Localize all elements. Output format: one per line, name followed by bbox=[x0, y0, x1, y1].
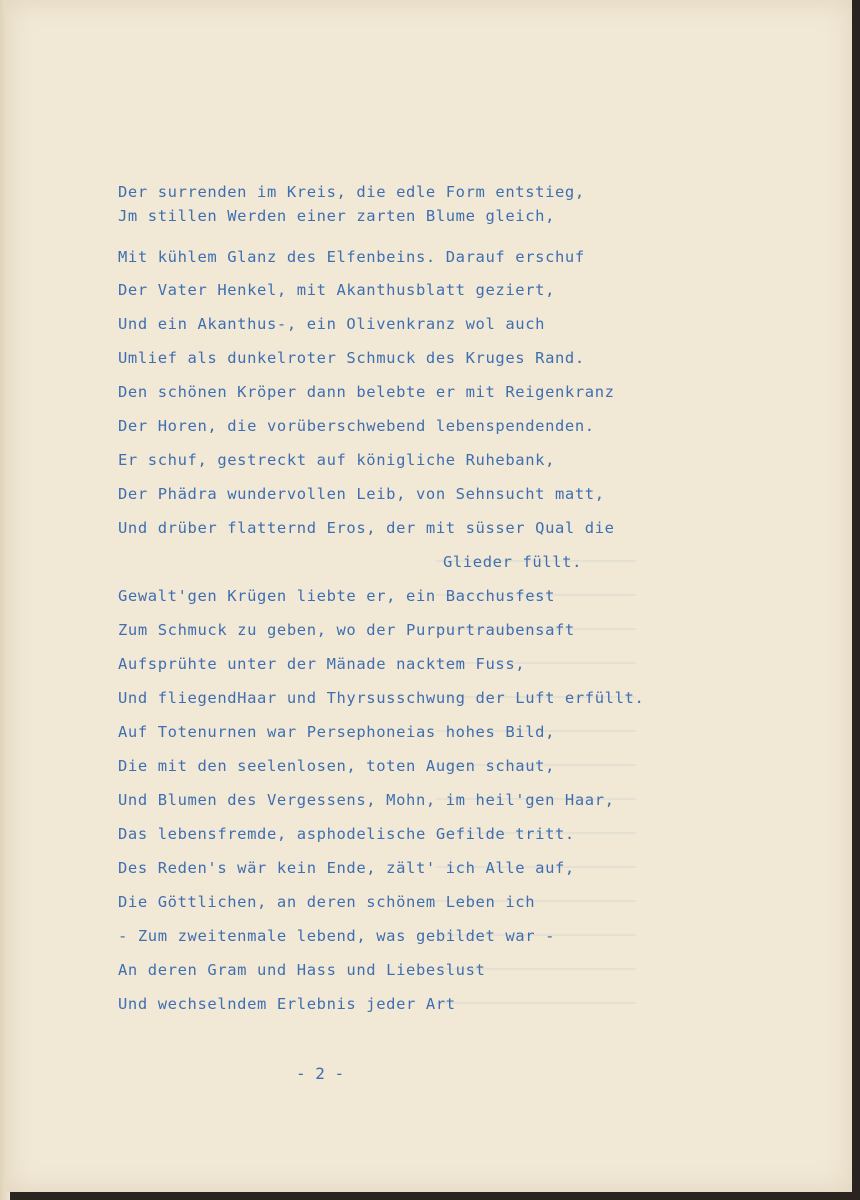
poem-line: Mit kühlem Glanz des Elfenbeins. Darauf erschuf bbox=[118, 248, 585, 266]
poem-line: Der Horen, die vorüberschwebend lebenspendenden. bbox=[118, 417, 595, 435]
poem-line: Und wechselndem Erlebnis jeder Art bbox=[118, 995, 456, 1013]
poem-line: Der Phädra wundervollen Leib, von Sehnsucht matt, bbox=[118, 485, 605, 503]
poem-line: Auf Totenurnen war Persephoneias hohes Bild, bbox=[118, 723, 555, 741]
poem-line: Umlief als dunkelroter Schmuck des Kruges Rand. bbox=[118, 349, 585, 367]
poem-line: Der Vater Henkel, mit Akanthusblatt geziert, bbox=[118, 281, 555, 299]
poem-line: Jm stillen Werden einer zarten Blume gleich, bbox=[118, 207, 555, 225]
page-number: - 2 - bbox=[296, 1064, 345, 1083]
poem-line: Den schönen Kröper dann belebte er mit Reigenkranz bbox=[118, 383, 615, 401]
poem-line: Die mit den seelenlosen, toten Augen schaut, bbox=[118, 757, 555, 775]
poem-line: Und drüber flatternd Eros, der mit süsser Qual die bbox=[118, 519, 615, 537]
poem-line: Er schuf, gestreckt auf königliche Ruhebank, bbox=[118, 451, 555, 469]
poem-line: Des Reden's wär kein Ende, zält' ich Alle auf, bbox=[118, 859, 575, 877]
poem-line: Und Blumen des Vergessens, Mohn, im heil'gen Haar, bbox=[118, 791, 615, 809]
poem-line: Das lebensfremde, asphodelische Gefilde tritt. bbox=[118, 825, 575, 843]
poem-line: Der surrenden im Kreis, die edle Form entstieg, bbox=[118, 183, 585, 201]
poem-line: - Zum zweitenmale lebend, was gebildet war - bbox=[118, 927, 555, 945]
poem-line: Und fliegendHaar und Thyrsusschwung der Luft erfüllt. bbox=[118, 689, 645, 707]
poem-line: An deren Gram und Hass und Liebeslust bbox=[118, 961, 486, 979]
poem-line: Aufsprühte unter der Mänade nacktem Fuss, bbox=[118, 655, 526, 673]
poem-line: Gewalt'gen Krügen liebte er, ein Bacchusfest bbox=[118, 587, 555, 605]
poem-line: Glieder füllt. bbox=[443, 553, 583, 571]
poem-line: Die Göttlichen, an deren schönem Leben ich bbox=[118, 893, 536, 911]
poem-line: Zum Schmuck zu geben, wo der Purpurtraubensaft bbox=[118, 621, 575, 639]
poem-line: Und ein Akanthus-, ein Olivenkranz wol auch bbox=[118, 315, 546, 333]
